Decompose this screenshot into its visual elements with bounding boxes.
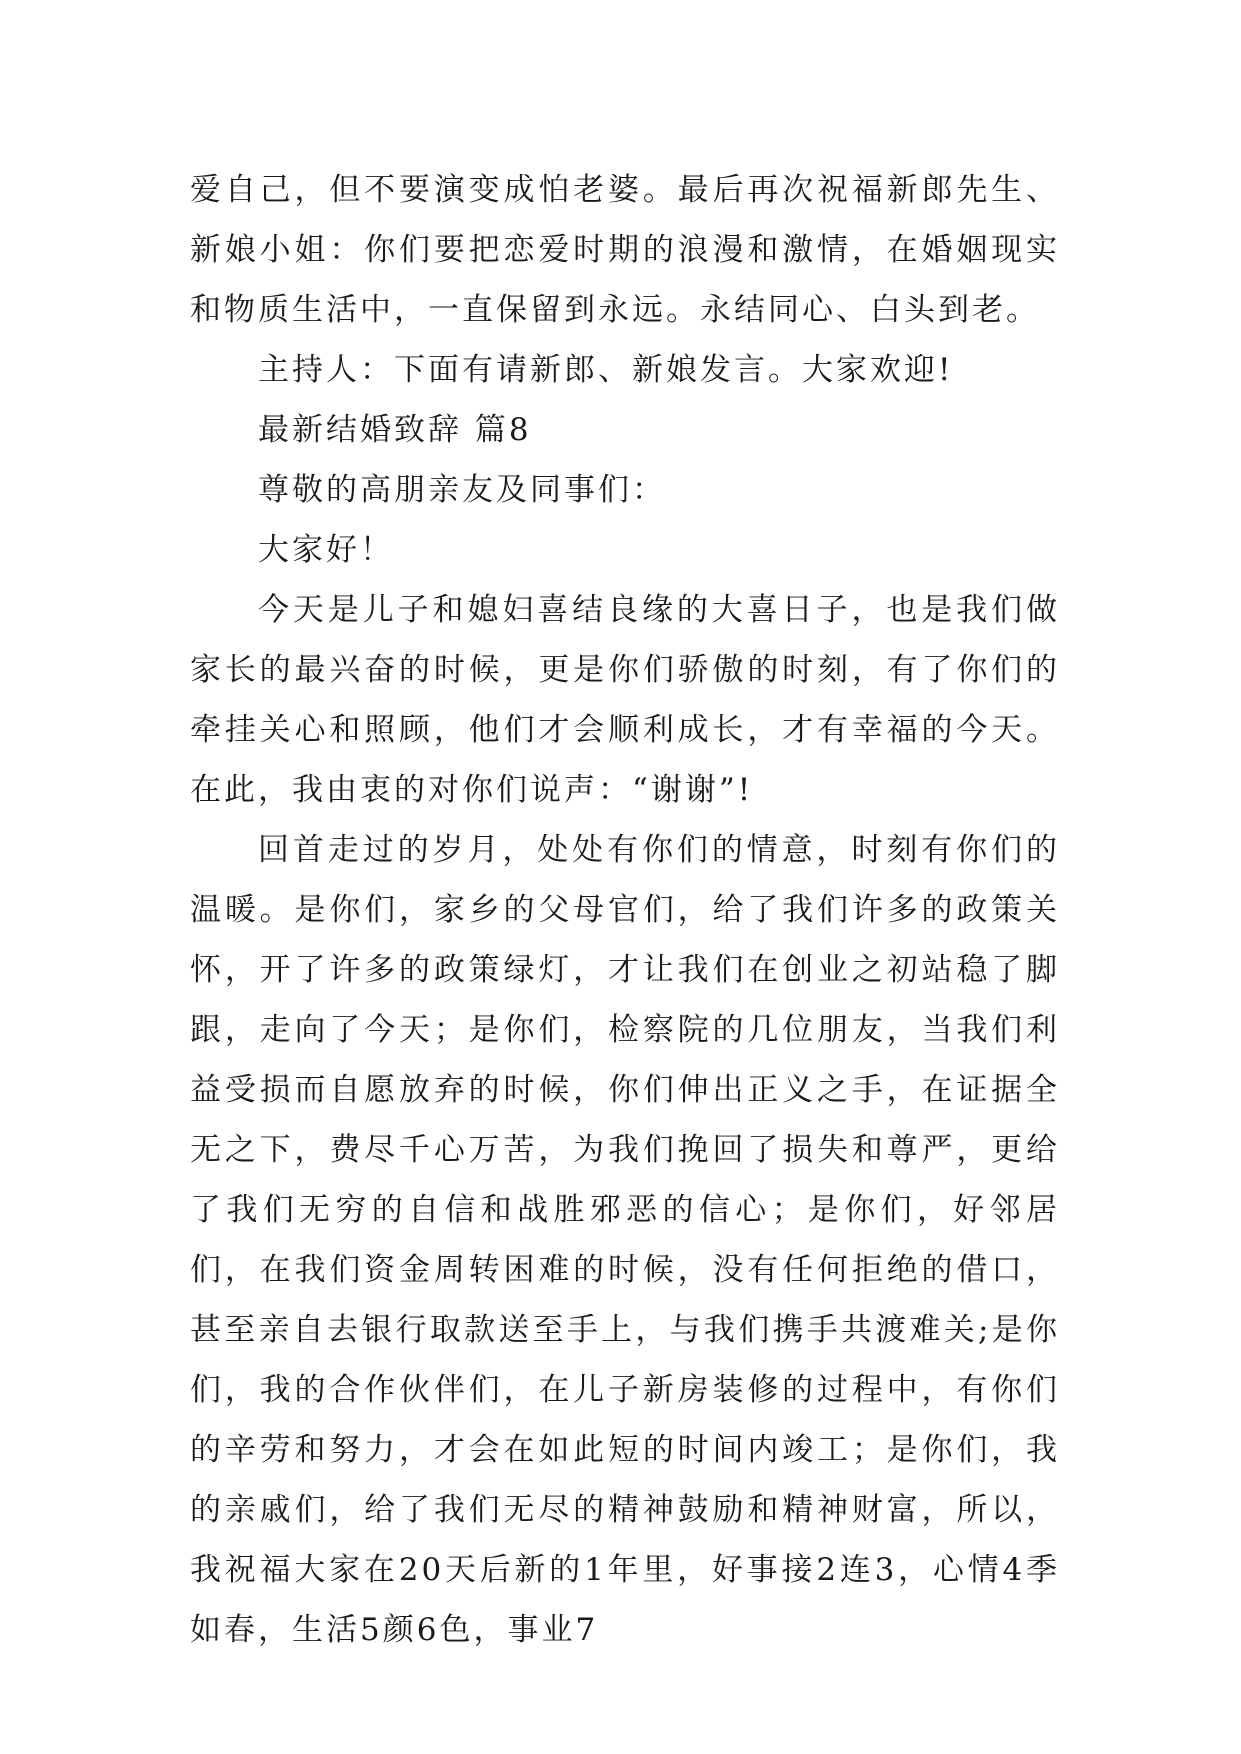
section-heading: 最新结婚致辞 篇8 — [258, 412, 532, 448]
paragraph-thanks: 今天是儿子和媳妇喜结良缘的大喜日子，也是我们做家长的最兴奋的时候，更是你们骄傲的时刻，有了你们的牵挂关心和照顾，他们才会顺利成长，才有幸福的今天。在此，我由衷的对你们说声：“谢谢”! — [190, 592, 1060, 808]
paragraph-greeting: 大家好！ — [258, 532, 394, 568]
paragraph-closing-blessing: 爱自己，但不要演变成怕老婆。最后再次祝福新郎先生、新娘小姐：你们要把恋爱时期的浪漫和激情，在婚姻现实和物质生活中，一直保留到永远。永结同心、白头到老。 — [190, 172, 1060, 328]
paragraph-host-line: 主持人：下面有请新郎、新娘发言。大家欢迎! — [258, 352, 954, 388]
paragraph-memories: 回首走过的岁月，处处有你们的情意，时刻有你们的温暖。是你们，家乡的父母官们，给了我们许多的政策关怀，开了许多的政策绿灯，才让我们在创业之初站稳了脚跟，走向了今天；是你们，检察院的几位朋友，当我们利益受损而自愿放弃的时候，你们伸出正义之手，在证据全无之下，费尽千心万苦，为我们挽回了损失和尊严，更给了我们无穷的自信和战胜邪恶的信心；是你们，好邻居们，在我们资金周转困难的时候，没有任何拒绝的借口，甚至亲自去银行取款送至手上，与我们携手共渡难关;是你们，我的合作伙伴们，在儿子新房装修的过程中，有你们的辛劳和努力，才会在如此短的时间内竣工；是你们，我的亲戚们，给了我们无尽的精神鼓励和精神财富，所以，我祝福大家在20天后新的1年里，好事接2连3，心情4季如春，生活5颜6色，事业7 — [190, 832, 1060, 1648]
document-body — [190, 160, 1060, 1660]
paragraph-salutation: 尊敬的高朋亲友及同事们： — [258, 472, 666, 508]
